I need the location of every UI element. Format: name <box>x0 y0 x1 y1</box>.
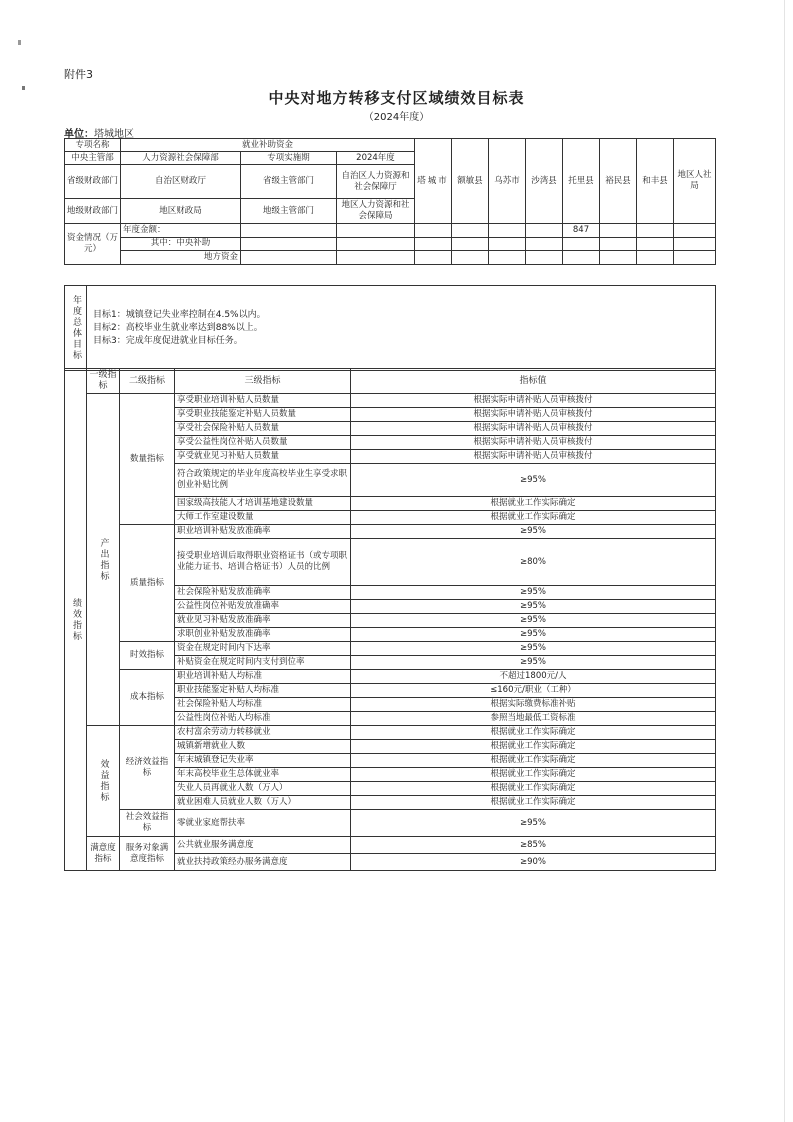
indicator-value: 根据就业工作实际确定 <box>351 497 716 511</box>
indicator-name: 年末城镇登记失业率 <box>175 754 351 768</box>
header-level3: 三级指标 <box>175 369 351 394</box>
indicator-value: ≥95% <box>351 614 716 628</box>
indicator-name: 公益性岗位补贴发放准确率 <box>175 600 351 614</box>
goal-item: 目标2：高校毕业生就业率达到88%以上。 <box>93 322 263 333</box>
prov-finance-label: 省级财政部门 <box>65 165 121 199</box>
central-dept: 人力资源社会保障部 <box>121 152 241 165</box>
indicator-name: 享受职业技能鉴定补贴人员数量 <box>175 408 351 422</box>
benefit-indicators: 效益指标 <box>87 726 120 837</box>
indicator-value: 根据就业工作实际确定 <box>351 740 716 754</box>
indicator-value: 根据实际申请补贴人员审核拨付 <box>351 394 716 408</box>
performance-indicators-label: 绩效指标 <box>65 369 87 871</box>
annual-amount-label: 年度金额： <box>121 224 241 238</box>
goals-text <box>87 286 716 371</box>
indicator-value: ≥95% <box>351 656 716 670</box>
economic-indicators: 经济效益指标 <box>120 726 175 810</box>
attachment-label: 附件3 <box>64 68 93 81</box>
central-dept-label: 中央主管部 <box>65 152 121 165</box>
satisfaction-indicators: 满意度指标 <box>87 837 120 871</box>
indicator-name: 求职创业补贴发放准确率 <box>175 628 351 642</box>
indicator-value: ≥95% <box>351 642 716 656</box>
indicator-name: 资金在规定时间内下达率 <box>175 642 351 656</box>
header-level2: 二级指标 <box>120 369 175 394</box>
indicator-value: 根据就业工作实际确定 <box>351 796 716 810</box>
period-value: 2024年度 <box>337 152 415 165</box>
local-dept-label: 地级主管部门 <box>241 199 337 224</box>
indicator-name: 就业扶持政策经办服务满意度 <box>175 854 351 871</box>
quality-indicators: 质量指标 <box>120 525 175 642</box>
indicator-value: ≥95% <box>351 525 716 539</box>
project-name-label: 专项名称 <box>65 139 121 152</box>
indicator-name: 接受职业培训后取得职业资格证书（或专项职业能力证书、培训合格证书）人员的比例 <box>175 539 351 586</box>
indicator-value: 根据实际申请补贴人员审核拨付 <box>351 450 716 464</box>
indicator-name: 大师工作室建设数量 <box>175 511 351 525</box>
indicator-value: ≥95% <box>351 464 716 497</box>
region-col-7: 地区人社局 <box>674 139 716 224</box>
goals-label: 年度总体目标 <box>65 286 87 371</box>
service-satisfaction-indicators: 服务对象满意度指标 <box>120 837 175 871</box>
indicator-value: 参照当地最低工资标准 <box>351 712 716 726</box>
scan-edge <box>784 0 785 1122</box>
indicator-name: 社会保险补贴人均标准 <box>175 698 351 712</box>
social-indicators: 社会效益指标 <box>120 810 175 837</box>
indicator-value: 根据实际申请补贴人员审核拨付 <box>351 436 716 450</box>
region-col-5: 裕民县 <box>600 139 637 224</box>
basic-info-table <box>64 138 716 265</box>
scan-speck <box>18 40 21 45</box>
funds-label: 资金情况（万元） <box>65 224 121 265</box>
indicator-value: 根据实际申请补贴人员审核拨付 <box>351 408 716 422</box>
period-label: 专项实施期 <box>241 152 337 165</box>
output-indicators: 产出指标 <box>87 394 120 726</box>
indicator-name: 就业见习补贴发放准确率 <box>175 614 351 628</box>
indicator-name: 失业人员再就业人数（万人） <box>175 782 351 796</box>
indicator-value: ≥95% <box>351 628 716 642</box>
indicator-value: 根据实际申请补贴人员审核拨付 <box>351 422 716 436</box>
prov-finance: 自治区财政厅 <box>121 165 241 199</box>
indicator-name: 符合政策规定的毕业年度高校毕业生享受求职创业补贴比例 <box>175 464 351 497</box>
indicator-name: 就业困难人员就业人数（万人） <box>175 796 351 810</box>
indicator-value: ≤160元/职业（工种） <box>351 684 716 698</box>
indicator-name: 享受职业培训补贴人员数量 <box>175 394 351 408</box>
quantity-indicators: 数量指标 <box>120 394 175 525</box>
page-subtitle: （2024年度） <box>363 112 430 123</box>
prov-dept: 自治区人力资源和社会保障厅 <box>337 165 415 199</box>
indicator-value: 根据就业工作实际确定 <box>351 768 716 782</box>
indicator-name: 享受公益性岗位补贴人员数量 <box>175 436 351 450</box>
indicator-name: 城镇新增就业人数 <box>175 740 351 754</box>
indicator-value: ≥95% <box>351 810 716 837</box>
indicator-name: 零就业家庭帮扶率 <box>175 810 351 837</box>
indicator-value: 根据就业工作实际确定 <box>351 726 716 740</box>
local-finance: 地区财政局 <box>121 199 241 224</box>
indicator-name: 公益性岗位补贴人均标准 <box>175 712 351 726</box>
indicator-value: 不超过1800元/人 <box>351 670 716 684</box>
indicator-name: 农村富余劳动力转移就业 <box>175 726 351 740</box>
unit-value: 塔城地区 <box>94 129 134 140</box>
local-dept: 地区人力资源和社会保障局 <box>337 199 415 224</box>
goal-item: 目标1：城镇登记失业率控制在4.5%以内。 <box>93 309 266 320</box>
region-col-3: 沙湾县 <box>526 139 563 224</box>
indicator-value: ≥95% <box>351 586 716 600</box>
timeliness-indicators: 时效指标 <box>120 642 175 670</box>
page-title: 中央对地方转移支付区域绩效目标表 <box>268 89 525 107</box>
indicator-name: 国家级高技能人才培训基地建设数量 <box>175 497 351 511</box>
region-col-1: 额敏县 <box>452 139 489 224</box>
project-name: 就业补助资金 <box>121 139 415 152</box>
indicator-name: 公共就业服务满意度 <box>175 837 351 854</box>
indicator-name: 享受就业见习补贴人员数量 <box>175 450 351 464</box>
indicator-name: 职业培训补贴人均标准 <box>175 670 351 684</box>
indicators-table <box>64 368 716 871</box>
indicator-value: ≥80% <box>351 539 716 586</box>
local-finance-label: 地级财政部门 <box>65 199 121 224</box>
indicator-value: ≥95% <box>351 600 716 614</box>
local-funds-label: 地方资金 <box>121 251 241 265</box>
indicator-name: 年末高校毕业生总体就业率 <box>175 768 351 782</box>
indicator-value: ≥90% <box>351 854 716 871</box>
cost-indicators: 成本指标 <box>120 670 175 726</box>
region-col-0: 塔城市 <box>415 139 452 224</box>
region-col-4: 托里县 <box>563 139 600 224</box>
region-col-2: 乌苏市 <box>489 139 526 224</box>
goal-item: 目标3：完成年度促进就业目标任务。 <box>93 335 243 346</box>
prov-dept-label: 省级主管部门 <box>241 165 337 199</box>
header-value: 指标值 <box>351 369 716 394</box>
tuoli-amount: 847 <box>563 224 600 238</box>
indicator-name: 补贴资金在规定时间内支付到位率 <box>175 656 351 670</box>
header-level1: 一级指标 <box>87 369 120 394</box>
indicator-name: 享受社会保险补贴人员数量 <box>175 422 351 436</box>
indicator-value: 根据就业工作实际确定 <box>351 782 716 796</box>
indicator-value: 根据就业工作实际确定 <box>351 754 716 768</box>
indicator-value: 根据就业工作实际确定 <box>351 511 716 525</box>
indicator-name: 职业技能鉴定补贴人均标准 <box>175 684 351 698</box>
indicator-value: ≥85% <box>351 837 716 854</box>
indicator-value: 根据实际缴费标准补贴 <box>351 698 716 712</box>
indicator-name: 职业培训补贴发放准确率 <box>175 525 351 539</box>
central-sub-label: 其中：中央补助 <box>121 237 241 251</box>
annual-goals-table <box>64 285 716 371</box>
unit-label: 单位： <box>64 129 94 140</box>
region-col-6: 和丰县 <box>637 139 674 224</box>
indicator-name: 社会保险补贴发放准确率 <box>175 586 351 600</box>
